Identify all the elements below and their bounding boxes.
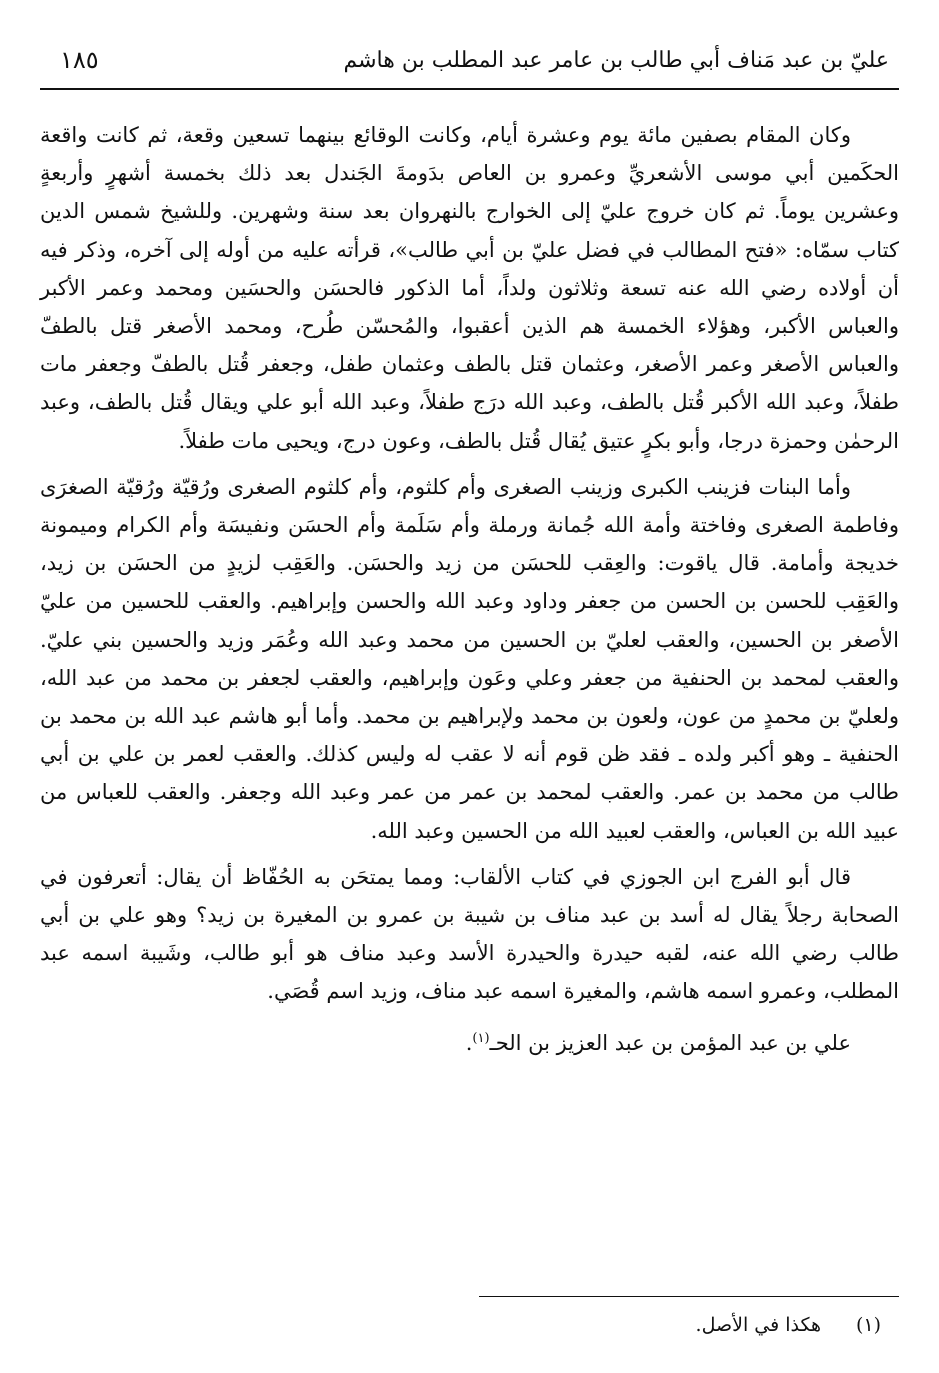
paragraph: قال أبو الفرج ابن الجوزي في كتاب الألقاب: ومما يمتحَن به الحُفّاظ أن يقال: أتعرفون في الصحابة رجلاً يقال له أسد بن عبد مناف بن شيبة بن عمرو بن المغيرة بن زيد؟ وهو علي بن أبي طالب رضي الله عنه، لقبه حيدرة والحيدرة الأسد وعبد مناف هو أبو طالب، وشَيبة اسمه عبد المطلب، وعمرو اسمه هاشم، والمغيرة اسمه عبد مناف، وزيد اسم قُصَي.	[40, 864, 899, 1004]
next-entry-text: علي بن عبد المؤمن بن عبد العزيز بن الحـ	[489, 1030, 851, 1055]
paragraph: وأما البنات فزينب الكبرى وزينب الصغرى وأم كلثوم، وأم كلثوم الصغرى ورُقيّة ورُقيّة الصغرَى وفاطمة الصغرى وفاختة وأمة الله جُمانة ورملة وأم سَلَمة وأم الحسَن ونفيسَة وأم الكرام وميمونة خديجة وأمامة. قال ياقوت: والعِقب للحسَن من زيد والحسَن. والعَقِب لزيدٍ من الحسَن بن زيد، والعَقِب للحسن بن الحسن من جعفر وداود وعبد الله والحسن وإبراهيم. والعقب للحسين من عليّ الأصغر بن الحسين، والعقب لعليّ بن الحسين من محمد وعبد الله وعُمَر وزيد والحسين بني عليّ. والعقب لمحمد بن الحنفية من جعفر وعلي وعَون وإبراهيم، والعقب لجعفر بن محمد من عبد الله، ولعليّ بن محمدٍ من عون، ولعون بن محمد ولإبراهيم بن محمد. وأما أبو هاشم عبد الله بن محمد بن الحنفية ـ وهو أكبر ولده ـ فقد ظن قوم أنه لا عقب له وليس كذلك. والعقب لعمر بن علي بن أبي طالب من محمد بن عمر. والعقب لمحمد بن عمر من عمر وعبد الله وجعفر. والعقب للعباس من عبيد الله بن العباس، والعقب لعبيد الله من الحسين وعبد الله.	[40, 474, 899, 843]
page-header	[40, 28, 899, 84]
next-entry-period: .	[465, 1030, 473, 1055]
footnote-reference[interactable]: (١)	[472, 1030, 490, 1046]
footnote-text: هكذا في الأصل.	[695, 1314, 821, 1336]
footnote	[696, 1314, 881, 1336]
main-text	[40, 116, 899, 1063]
running-head: عليّ بن عبد مَناف أبي طالب بن عامر عبد المطلب بن هاشم	[343, 48, 889, 73]
next-entry-heading	[40, 1019, 899, 1063]
book-page	[40, 28, 899, 1336]
footnote-marker: (١)	[855, 1314, 881, 1336]
page-number: ١٨٥	[60, 46, 99, 74]
paragraph: وكان المقام بصفين مائة يوم وعشرة أيام، وكانت الوقائع بينهما تسعين وقعة، ثم كانت واقعة الحكَمين أبي موسى الأشعريِّ وعمرو بن العاص بدَومةَ الجَندل بعد ذلك بخمسة أشهرٍ وأربعةٍ وعشرين يوماً. ثم كان خروج عليّ إلى الخوارج بالنهروان بعد سنة وشهرين. وللشيخ شمس الدين كتاب سمّاه: «فتح المطالب في فضل عليّ بن أبي طالب»، قرأته عليه من أوله إلى آخره، وذكر فيه أن أولاده رضي الله عنه تسعة وثلاثون ولداً، أما الذكور فالحسَن والحسَين ومحمد وعمر الأكبر والعباس الأكبر، وهؤلاء الخمسة هم الذين أعقبوا، والمُحسّن طُرح، ومحمد الأصغر قتل بالطفّ والعباس الأصغر وعمر الأصغر، وعثمان قتل بالطف وعثمان طفل، وجعفر قُتل بالطفّ وجعفر مات طفلاً، وعبد الله الأكبر قُتل بالطف، وعبد الله درَج طفلاً، وعبد الله أبو علي ويقال قُتل بالطف، وعبد الرحمٰن وحمزة درجا، وأبو بكرٍ عتيق يُقال قُتل بالطف، وعون درج، ويحيى مات طفلاً.	[40, 123, 899, 453]
header-rule	[40, 88, 899, 90]
footnote-rule	[479, 1296, 899, 1297]
